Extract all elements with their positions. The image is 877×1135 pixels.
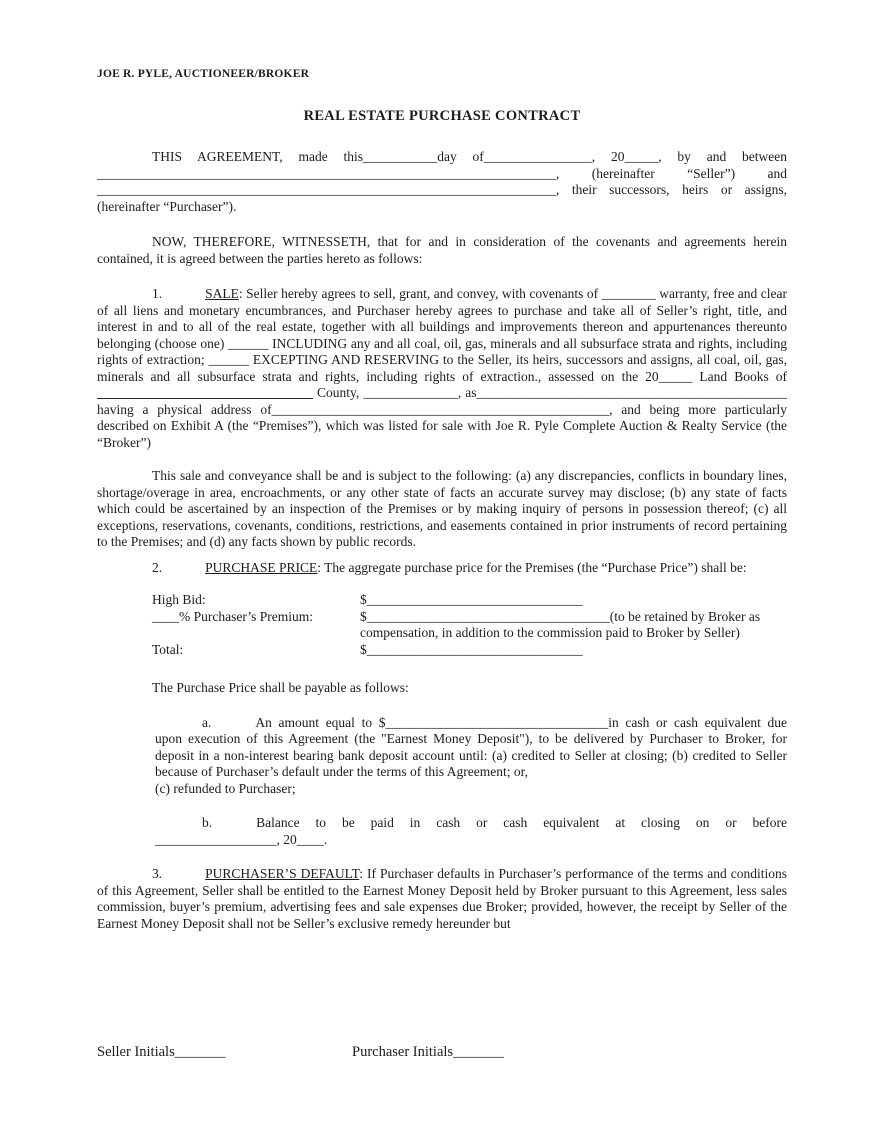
item-b-number: b. [202,815,213,830]
section-2-body: : The aggregate purchase price for the Premises (the “Purchase Price”) shall be: [317,559,747,575]
total-label: Total: [152,641,184,657]
section-3-number: 3. [152,866,163,881]
section-2-purchase-price-paragraph [97,560,787,577]
section-1-heading: SALE [205,286,239,301]
section-1-body-end: County, ______________, as______________________________________________ having a physical address of__________________________________________________, and being more particularly described on Exhibit A (the “Premises”), which was listed for sale with Joe R. Pyle Complete Auction & Realty Service (the “Broker”) [97,385,787,450]
broker-header: JOE R. PYLE, AUCTIONEER/BROKER [97,68,310,80]
initials-footer [97,1043,787,1061]
high-bid-label: High Bid: [152,592,206,607]
conveyance-paragraph: This sale and conveyance shall be and is subject to the following: (a) any discrepancies, conflicts in boundary lines, shortage/overage in area, encroachments, or any other state of facts an accurate survey may disclose; (b) any state of facts which could be ascertained by an inspection of the Premises or by making inquiry of persons in possession thereof; (c) all exceptions, reservations, covenants, conditions, restrictions, and easements contained in prior instruments of record pertaining to the Premises; and (d) any facts shown by public records. [97,468,787,549]
section-1-bold-blank: ________________________________ [97,385,313,400]
item-a-paragraph [155,715,787,781]
section-3-heading: PURCHASER’S DEFAULT [205,866,360,881]
item-a [155,715,787,798]
payable-intro: The Purchase Price shall be payable as follows: [152,680,409,695]
item-a-number: a. [202,714,212,730]
section-1-body-start: : Seller hereby agrees to sell, grant, and convey, with covenants of ________ warranty, free and clear of all liens and monetary encumbrances, and Purchaser hereby agrees to purchase and take all of Seller’s right, title, and interest in and to all of the real estate, together with all buildings and improvements thereon and appurtenances thereunto belonging (choose one) ______ INCLUDING any and all coal, oil, gas, minerals and all subsurface strata and rights, including rights of extraction; ______ EXCEPTING AND RESERVING to the Seller, its heirs, successors and assigns, all coal, oil, gas, minerals and all subsurface strata and rights, including rights of extraction., assessed on the 20_____ Land Books of [97,286,787,384]
section-1-number: 1. [152,286,163,301]
total-blank: $________________________________ [360,641,583,657]
item-b [155,815,787,848]
agreement-paragraph: THIS AGREEMENT, made this___________day of________________, 20_____, by and between ____________________________________________________________________, (hereinafter “Seller”) and ____________________________________________________________________, their successors, heirs or assigns, (hereinafter “Purchaser”). [97,149,787,214]
item-b-date-blank: __________________, 20____. [155,831,328,847]
item-b-paragraph [155,815,787,832]
section-3-purchasers-default-paragraph [97,866,787,932]
purchasers-premium-label: ____% Purchaser’s Premium: [152,608,313,624]
document-title: REAL ESTATE PURCHASE CONTRACT [303,108,581,124]
section-1-sale-paragraph [97,286,787,451]
item-a-continued-line: (c) refunded to Purchaser; [155,780,296,796]
high-bid-blank: $________________________________ [360,592,583,607]
section-3-body: : If Purchaser defaults in Purchaser’s performance of the terms and conditions of this Agreement, Seller shall be entitled to the Earnest Money Deposit held by Broker pursuant to this Agreement, less sales commission, buyer’s premium, advertising fees and sale expenses due Broker; provided, however, the receipt by Seller of the Earnest Money Deposit shall not be Seller’s exclusive remedy hereunder but [97,866,787,931]
seller-initials-blank: Seller Initials_______ [97,1044,226,1060]
item-a-text: An amount equal to $_________________________________in cash or cash equivalent due upon execution of this Agreement (the "Earnest Money Deposit"), to be delivered by Purchaser to Broker, for deposit in a non-interest bearing bank deposit account until: (a) credited to Seller at closing; (b) credited to Seller because of Purchaser’s default under the terms of this Agreement; or, [155,714,787,779]
witnesseth-paragraph: NOW, THEREFORE, WITNESSETH, that for and in consideration of the covenants and agreements herein contained, it is agreed between the parties hereto as follows: [97,234,787,266]
section-2-heading: PURCHASE PRICE [205,559,318,575]
price-table [152,592,787,658]
item-b-text: Balance to be paid in cash or cash equivalent at closing on or before [256,815,787,830]
purchasers-premium-blank: $____________________________________(to be retained by Broker as compensation, in addition to the commission paid to Broker by Seller) [360,608,761,640]
section-2-number: 2. [152,559,163,575]
purchaser-initials-blank: Purchaser Initials_______ [352,1044,504,1060]
